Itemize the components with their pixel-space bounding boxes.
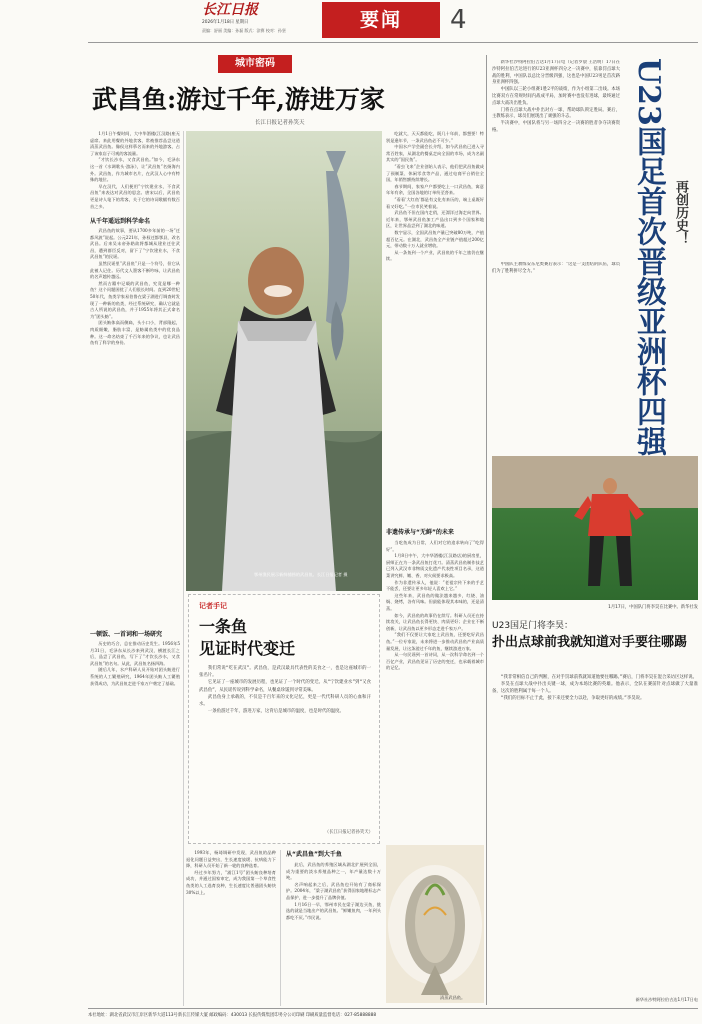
paragraph: 中国队以三轮小组赛1胜2平的战绩，作为小组第二出线。本场比赛双方在常规时间内战成平局，加时赛中也没有进球，最终通过点球大战决出胜负。 — [492, 87, 620, 106]
paragraph: 名声响起来之后，武昌鱼也开始有了商标保护。2004年，“梁子湖武昌鱼”获得国家地理标志产品保护，进一步提升了品牌价值。 — [286, 881, 381, 900]
paragraph: 数字显示，全国武昌鱼产量已突破80万吨，产值超百亿元。在湖北，武昌鱼全产业链产值超过200亿元，带动数十万人就业增收。 — [386, 229, 484, 249]
paragraph: 武昌鱼不但在国内走俏，还漂洋过海走向世界。近年来，鄂州武昌鱼加工产品出口到多个国家和地区，让世界品尝到了湖北的味道。 — [386, 210, 484, 229]
masthead — [200, 2, 320, 40]
section-divider — [486, 55, 487, 1005]
paragraph: 经过多年努力，“浦江1号”团头鲂良种培育成功，并通过国家审定，成为我国第一个草食性鱼类的人工选育良种，生长速度比普通团头鲂快30%以上。 — [186, 869, 276, 895]
goalkeeper-photo-illustration — [492, 456, 698, 600]
paragraph: “才饮长沙水，又食武昌鱼。”如今，毛泽东这一首《水调歌头·游泳》，让“武昌鱼”名扬海内外。武昌鱼，作为城市名片，在武汉人心中有特殊的地位。 — [90, 157, 180, 183]
main-col1-top — [90, 131, 180, 215]
notes-title-line2: 见证时代变迁 — [199, 639, 296, 658]
paragraph: 此后，武昌鱼的养殖区域从湖北扩展到全国，成为重要的淡水养殖品种之一，年产量达数十万吨。 — [286, 862, 381, 881]
main-byline: 长江日报记者孙笑天 — [255, 120, 305, 126]
paragraph: “看虫飞来”企业创始人表示，他们把武昌鱼做成了预制菜、休闲零食等产品，通过电商平台销往全国，年销售额持续增长。 — [386, 163, 484, 183]
paragraph: 武昌鱼身上承载的，不仅是千百年来的文化记忆，更是一代代科研人员的心血和汗水。 — [199, 694, 371, 708]
paragraph: “我非常相信自己的判断，在对手罚球前我就知道他要往哪踢。”赛后，门将李昊在混合采访区这样说。 — [500, 675, 698, 680]
column-divider — [183, 131, 184, 1006]
paragraph: 从一句民谣到一首诗词，从一次科学命名到一个百亿产业，武昌鱼见证了历史的变迁，也承载着城市的记忆。 — [386, 652, 484, 671]
paragraph: 虽然民谣里“武昌鱼”只是一个符号，但它从此被人记住。历代文人墨客不断吟咏，让武昌鱼的名声越传越远。 — [90, 260, 180, 280]
side-photo-caption: 1月17日，中国队门将李昊在比赛中。新华社发 — [608, 605, 698, 610]
column-tag-label: 城市密码 — [235, 58, 275, 69]
paragraph: 当吃鱼成为日常，人们对它的追求转向了“吃得好”。 — [386, 540, 484, 552]
paragraph: 这些年来，武昌鱼的做法越来越多，红烧、油焖、烧烤，各有风味。但最能体现其本味的，还是清蒸。 — [386, 592, 484, 611]
main-col4 — [386, 540, 484, 840]
newspaper-logo: 长江日报 — [202, 2, 258, 18]
notes-signature: （长江日报记者孙笑天） — [324, 830, 373, 835]
subheading: 一顿饭、一首词和一场研究 — [90, 631, 163, 638]
column-divider — [280, 850, 281, 1006]
sub-story-signature: 新华社沙特阿拉伯吉达1月17日电 — [635, 997, 698, 1002]
subheading: 从“武昌鱼”到大千鱼 — [286, 851, 342, 858]
main-headline: 武昌鱼:游过千年,游进万家 — [92, 85, 385, 114]
paragraph: “我们的目标不止于此，接下来还要全力以赴，争取更好的成绩。”李昊说。 — [500, 696, 645, 701]
paragraph: 我们常说“吃在武汉”。武昌鱼，是武汉最具代表性的美食之一，也是这座城市的一张名片。 — [199, 666, 371, 679]
subheading: 非遗传承与“无鲜”的未来 — [386, 529, 454, 536]
paragraph: “看看‘大红鱼’都是有文化有来历的，端上桌既好看又好吃。”一位市民笑着说。 — [386, 196, 484, 209]
main-col1-mid — [90, 228, 180, 624]
fish-photo-caption: 清蒸武昌鱼。 — [440, 995, 466, 1000]
footer-rule — [88, 1008, 698, 1009]
sub-story-lead: U23国足门将李昊： — [492, 621, 574, 631]
main-photo — [186, 131, 382, 591]
notes-tag: 记者手记 — [199, 602, 227, 610]
paragraph: 作为非遗传承人，他说：“老祖宗传下来的手艺不能丢，还要让更多年轻人喜欢上它。” — [386, 579, 484, 592]
paragraph: 历史的巧合，总在推动历史发生。1956年5月31日，毛泽东从长沙来到武汉，横渡长江之后，品尝了武昌鱼，写下了“才饮长沙水，又食武昌鱼”的名句。从此，武昌鱼名扬四海。 — [90, 641, 180, 666]
notes-body — [199, 665, 371, 825]
paragraph: 然而古籍中记载的武昌鱼，究竟是哪一种鱼？这个问题困扰了人们很长时间。直到20世纪50年代，鱼类学家易伯鲁在梁子湖进行调查时发现了一种新的鱼类，经过系统研究，确认它就是古人所说的武昌鱼，并于1955年将其正式命名为“团头鲂”。 — [90, 280, 180, 319]
fish-photo — [386, 845, 484, 1003]
sub-story-body — [492, 674, 698, 992]
paragraph: 从一条鱼到一个产业，武昌鱼的千年之旅仍在继续。 — [386, 249, 484, 262]
paragraph: 一条鱼游过千年，游进万家，这背后是城市的温度，也是时代的温度。 — [207, 709, 344, 715]
steamed-fish-illustration — [386, 845, 484, 1003]
main-col3 — [386, 131, 484, 521]
main-col1-bottom — [90, 641, 180, 841]
side-kicker: 再创历史！ — [673, 180, 688, 245]
issue-date: 2026年1月18日 星期日 — [202, 20, 249, 25]
paragraph: 吃就大，天天都能吃，既几十年前，都想要！特别是逢年节，一条武昌鱼必不可少。” — [386, 131, 484, 143]
column-tag — [218, 55, 292, 73]
editor-line: 责编：舒丽 美编：孙磊 版式：涂赛 校对：孙坚 — [202, 28, 286, 33]
reporter-notes-box — [188, 594, 380, 844]
paragraph: 1993年，杨琦调研中发现，武昌鱼的品种退化问题日益突出，生长速度放缓、抗病能力下降，科研人员开始了新一轮的良种选育。 — [186, 850, 276, 869]
paragraph: 中国水产学会副会长介绍，如今武昌鱼已进入寻常百姓家，从湖北的餐桌走向全国的市场，成为名副其实的“国民鱼”。 — [386, 144, 484, 163]
paragraph: 中国队主教练安东尼奥赛后表示：“这是一支团结的队伍，球员们为了胜利拼尽全力。” — [492, 262, 620, 274]
paragraph: 团头鲂体高而侧扁，头小口小，背部隆起，肉质细嫩，脂肪丰富，是鲂属鱼类中的优良品种。这一命名结束了千百年来的争议，也让武昌鱼有了科学的身份。 — [90, 320, 180, 346]
main-col2-bottom — [186, 850, 276, 1000]
paragraph: 1月16日一早，鄂州市民在梁子湖边买鱼，挑选的就是当地出产的武昌鱼。“鲜嫩鱼肉，一年到头都吃不厌。”市民说。 — [286, 901, 381, 920]
section-banner — [322, 2, 440, 38]
page-number: 4 — [450, 5, 467, 35]
sub-story-headline: 扑出点球前我就知道对手要往哪踢 — [492, 635, 688, 650]
paragraph: 1月8日中午，大中华酒楼(江汉路店)的厨房里，厨师正在为一条武昌鱼打花刀。清蒸武昌鱼制作技艺已列入武汉市非物质文化遗产代表性项目名录，这道菜讲究鲜、嫩、香，对火候要求极高。 — [386, 553, 484, 578]
paragraph: “我们不仅要让大家吃上武昌鱼，还要吃好武昌鱼。”一位专家说，未来将进一步推动武昌鱼产业高质量发展，让这条游过千年的鱼，继续游进万家。 — [386, 632, 484, 651]
main-col3-bottom — [286, 862, 381, 1002]
masthead-rule — [88, 42, 698, 43]
paragraph: 1月1日午餐时间，大中华酒楼(江汉路)座无虚席。来此用餐的外地食客，常被推荐品尝这道清蒸武昌鱼。像侯这样慕名而来的外地游客，占了该家店子可观的客流量。 — [90, 131, 180, 156]
notes-title-line1: 一条鱼 — [199, 617, 248, 636]
paragraph: 如今，武昌鱼的故事仍在续写。科研人员还在持续攻关，让武昌鱼长得更快、肉质更好；企业在不断创新，让武昌鱼以更多形态走进千家万户。 — [386, 612, 484, 631]
main-photo-caption: 鄂州渔民展示新鲜捕捞的武昌鱼。长江日报记者 摄 — [254, 572, 348, 577]
paragraph: 春节期间，家家户户都要吃上一口武昌鱼，寓意年年有余，全国各地的订单纷至沓来。 — [386, 183, 484, 196]
paragraph: 半决赛中，中国队将与另一场四分之一决赛的胜者争夺决赛资格。 — [492, 121, 620, 133]
footer-info: 本社地址：湖北省武汉市江岸区新华大道113号新长江传媒大厦 邮政编码：430013 长报传媒集团印务分公司印刷 印刷质量监督电话：027-85888888 — [88, 1013, 377, 1018]
paragraph: 早在汉代，人们便用“宁饮建业水，不食武昌鱼”来表达对武昌的思念。唐宋以后，武昌鱼更是诗人笔下的常客，关于它的诗词歌赋有数百首之多。 — [90, 183, 180, 209]
side-intro — [492, 60, 620, 256]
paragraph: 新华社沙特阿拉伯吉达1月17日电（记者罗晨 王浩明）17日在沙特阿拉伯吉达进行的U23亚洲杯四分之一决赛中，依靠罚点球大战的胜利，中国队以总比分晋级四强，这也是中国U23男足首次跻身亚洲杯四强。 — [492, 60, 620, 86]
paragraph: 武昌鱼的故事，要从1700多年前的一场“迁都风波”说起。公元221年，孙权迁都鄂县，改名武昌。后来吴末帝孙皓欲将都城从建业迁往武昌，遭到群臣反对，留下了“宁饮建业水，不食武昌鱼”的民谣。 — [90, 228, 180, 260]
side-headline: U23国足首次晋级亚洲杯四强 — [631, 58, 666, 456]
section-title: 要闻 — [359, 9, 402, 31]
paragraph: 随后几年，水产科研人员开始对团头鲂进行系统的人工繁殖研究，1964年团头鲂人工繁殖获得成功，为武昌鱼走进千家万户奠定了基础。 — [90, 667, 180, 686]
paragraph: 门将在点球大战中扑出对方一球，帮助球队锁定胜局。赛后，主教练表示，球员们展现出了顽强的斗志。 — [492, 107, 620, 120]
side-photo — [492, 456, 698, 600]
paragraph: 它见证了一座城市的发展历程，也见证了一个时代的变迁。从“宁饮建业水”到“又食武昌鱼”，从民谣传说到科学命名，从餐桌珍馐到寻常美味。 — [199, 680, 371, 693]
fisherman-photo-illustration — [186, 131, 382, 591]
paragraph: 李昊在点球大战中扑出关键一球，成为本场比赛的英雄。他表示，全队在赛前针对点球做了大量准备，这次的胜利属于每一个人。 — [492, 682, 698, 694]
subheading: 从千年遥远到科学命名 — [90, 218, 151, 225]
